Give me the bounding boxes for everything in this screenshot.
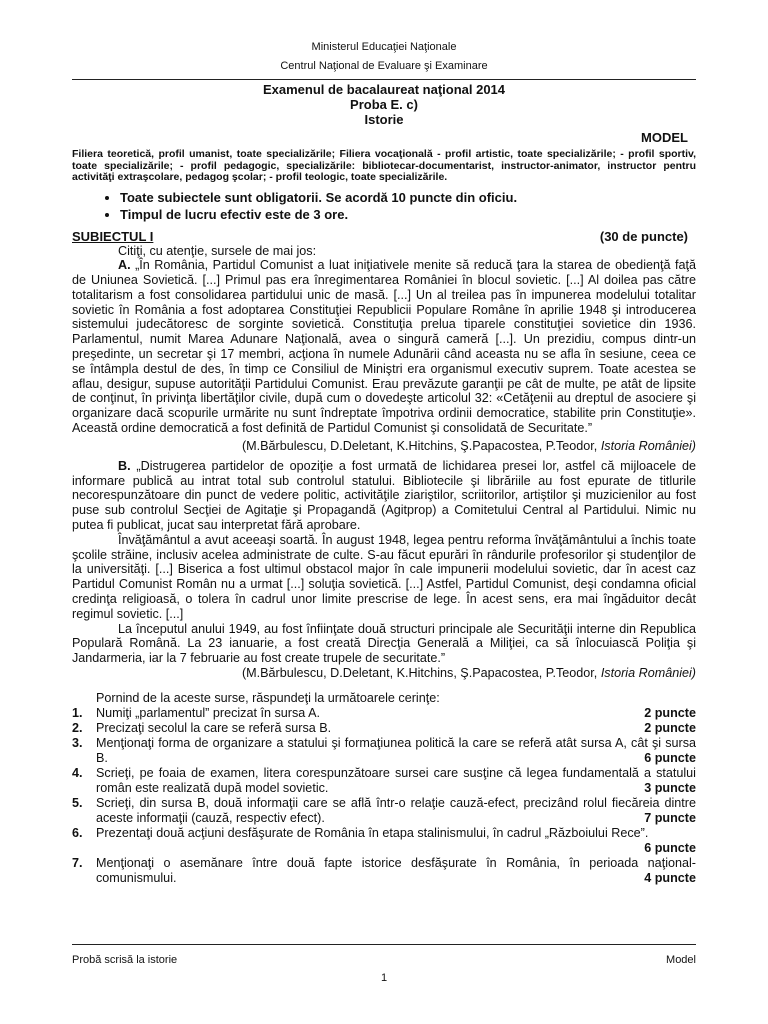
question-number: 1. <box>72 706 83 721</box>
question-text: Precizaţi secolul la care se referă sursa B. <box>96 721 332 736</box>
footer-right: Model <box>666 954 696 966</box>
section-name: SUBIECTUL I <box>72 228 154 244</box>
question-text: Prezentaţi două acţiuni desfăşurate de România în etapa stalinismului, în cadrul „Războiului Rece”. <box>96 826 649 841</box>
source-a-label: A. <box>118 258 131 273</box>
page-number: 1 <box>380 972 388 984</box>
requirement-item: • Toate subiectele sunt obligatorii. Se acordă 10 puncte din oficiu. <box>120 189 696 206</box>
source-b-paragraph-2: Învăţământul a avut aceeaşi soartă. În august 1948, legea pentru reforma învăţământului a închis toate şcolile străine, inclusiv acelea administrate de culte. S-au făcut epurări în rândurile profesorilor şi studenţilor de la universităţi. [...] Biserica a fost ultimul obstacol major în cale impunerii modelului sovietic, dar în acest caz Partidul Comunist Român nu a urmat [...] soluţia sovietică. [...] Astfel, Partidul Comunist, deşi condamna oficial credinţa religioasă, o tolera în cadrul unor limite prescrise de lege. În acest sens, era mai îngăduitor decât regimul sovietic. [...] <box>72 532 696 621</box>
instruction-text: Citiţi, cu atenţie, sursele de mai jos: <box>118 243 317 258</box>
footer-divider <box>72 944 696 945</box>
header-divider <box>72 79 696 80</box>
source-a-text: „În România, Partidul Comunist a luat iniţiativele menite să reducă ţara la starea de obedienţă faţă de Uniunea Sovietică. [...] Primul pas era înregimentarea României în blocul sovietic. [...] Al doilea pas către totalitarism a fost consolidarea partidului unic de masă. [...] Un al treilea pas în impunerea modelului totalitar sovietic în România a fost adoptarea Constituţiei Republicii Populare Române în aprilie 1948 şi introducerea sistemului judecătoresc de sorginte sovietică. Constituţia prelua tiparele constituţiei sovietice din 1936. Parlamentul, numit Marea Adunare Naţională, avea o singură cameră [...]. Un prezidiu, compus dintr-un preşedinte, un secretar şi 17 membri, acţiona în numele Adunării când aceasta nu se afla în sesiune, ceea ce se întâmpla destul de des, în timp ce Consiliul de Miniştri era organismul executiv suprem. Toate acestea se aflau, desigur, supuse autorităţii Partidului Comunist. Erau prevăzute garanţii pe cât de multe, pe atât de lipsite de conţinut, în privinţa libertăţilor civile, după cum o dovedeşte articolul 32: «Cetăţenii au dreptul de asociere şi organizare dacă scopurile urmărite nu sunt îndreptate împotriva ordinii democratice, stabilite prin Constituţie». Această ordine democratică a fost definită de Partidul Comunist şi consolidată de Securitate.” <box>72 258 696 436</box>
question-points: 4 puncte <box>644 871 696 886</box>
question-item <box>72 826 696 856</box>
question-number: 2. <box>72 721 83 736</box>
source-b-citation <box>72 666 696 681</box>
questions-intro: Pornind de la aceste surse, răspundeţi la următoarele cerinţe: <box>96 691 440 706</box>
exam-proba: Proba E. c) <box>350 97 418 112</box>
document-page <box>72 38 696 886</box>
question-text: Menţionaţi o asemănare între două fapte istorice desfăşurate în România, în perioada naţional-comunismului. <box>96 856 696 886</box>
question-item <box>72 796 696 826</box>
question-number: 5. <box>72 796 83 811</box>
question-points: 3 puncte <box>644 781 696 796</box>
source-a <box>72 258 696 436</box>
source-b <box>72 459 696 533</box>
question-item <box>72 736 696 766</box>
center-name: Centrul Naţional de Evaluare şi Examinare <box>280 60 488 72</box>
source-a-citation <box>72 439 696 454</box>
source-a-authors: (M.Bărbulescu, D.Deletant, K.Hitchins, Ş.Papacostea, P.Teodor, <box>241 438 601 453</box>
question-points: 7 puncte <box>644 811 696 826</box>
question-points: 2 puncte <box>644 721 696 736</box>
question-points: 6 puncte <box>644 841 696 856</box>
question-item <box>72 721 696 736</box>
footer-left: Probă scrisă la istorie <box>72 954 178 966</box>
source-a-book: Istoria României) <box>600 438 696 453</box>
question-number: 6. <box>72 826 83 841</box>
requirement-item: • Timpul de lucru efectiv este de 3 ore. <box>120 206 696 223</box>
question-number: 3. <box>72 736 83 751</box>
question-points: 2 puncte <box>644 706 696 721</box>
questions-list <box>72 706 696 886</box>
filiera-text: Filiera teoretică, profil umanist, toate specializările; Filiera vocaţională - profil artistic, toate specializările; - profil sportiv, toate specializările; - profil pedagogic, specializările: bibliotecar-documentarist, instructor-animator, instructor pentru activităţi extraşcolare, pedagog şcolar; - profil teologic, toate specializările. <box>72 148 696 183</box>
question-text: Menţionaţi forma de organizare a statului şi formaţiunea politică la care se referă atât sursa A, cât şi sursa B. <box>96 736 696 766</box>
question-text: Numiţi „parlamentul” precizat în sursa A. <box>96 706 320 721</box>
question-number: 4. <box>72 766 83 781</box>
section-heading <box>72 229 696 244</box>
section-points: (30 de puncte) <box>599 228 688 244</box>
exam-subject: Istorie <box>364 112 404 127</box>
exam-title: Examenul de bacalaureat naţional 2014 <box>262 82 506 97</box>
source-b-book: Istoria României) <box>600 666 696 681</box>
ministry-name: Ministerul Educaţiei Naţionale <box>311 41 457 53</box>
question-item <box>72 856 696 886</box>
source-b-label: B. <box>118 458 131 473</box>
question-number: 7. <box>72 856 83 871</box>
question-text: Scrieţi, din sursa B, două informaţii care se află într-o relaţie cauză-efect, precizând rolul fiecăreia dintre aceste informaţii (cauză, respectiv efect). <box>96 796 696 826</box>
source-b-text: „Distrugerea partidelor de opoziţie a fost urmată de lichidarea presei lor, astfel că mijloacele de informare publică au intrat total sub controlul statului. Bibliotecile şi librăriile au fost epurate de titlurile necorespunzătoare din punct de vedere politic, activităţile ziariştilor, scriitorilor, artiştilor şi muzicienilor au fost puse sub controlul Secţiei de Agitaţie şi Propagandă (Agitprop) a Comitetului Central al Partidului. Nimic nu putea fi publicat, jucat sau interpretat fără aprobare. <box>72 458 696 533</box>
source-b-paragraph-3: La începutul anului 1949, au fost înfiinţate două structuri principale ale Securităţii interne din Republica Populară Română. La 23 ianuarie, a fost creată Direcţia Generală a Miliţiei, ca să înlocuiască Poliţia şi Jandarmeria, iar la 7 februarie au fost create trupele de securitate.” <box>72 621 696 666</box>
question-points: 6 puncte <box>644 751 696 766</box>
model-label: MODEL <box>641 130 688 145</box>
source-b-authors: (M.Bărbulescu, D.Deletant, K.Hitchins, Ş.Papacostea, P.Teodor, <box>241 666 601 681</box>
question-item <box>72 766 696 796</box>
question-text: Scrieţi, pe foaia de examen, litera corespunzătoare sursei care susţine că legea fundamentală a statului român este realizată după model sovietic. <box>96 766 696 796</box>
requirements-list <box>72 189 696 223</box>
question-item <box>72 706 696 721</box>
page-footer <box>72 944 696 986</box>
